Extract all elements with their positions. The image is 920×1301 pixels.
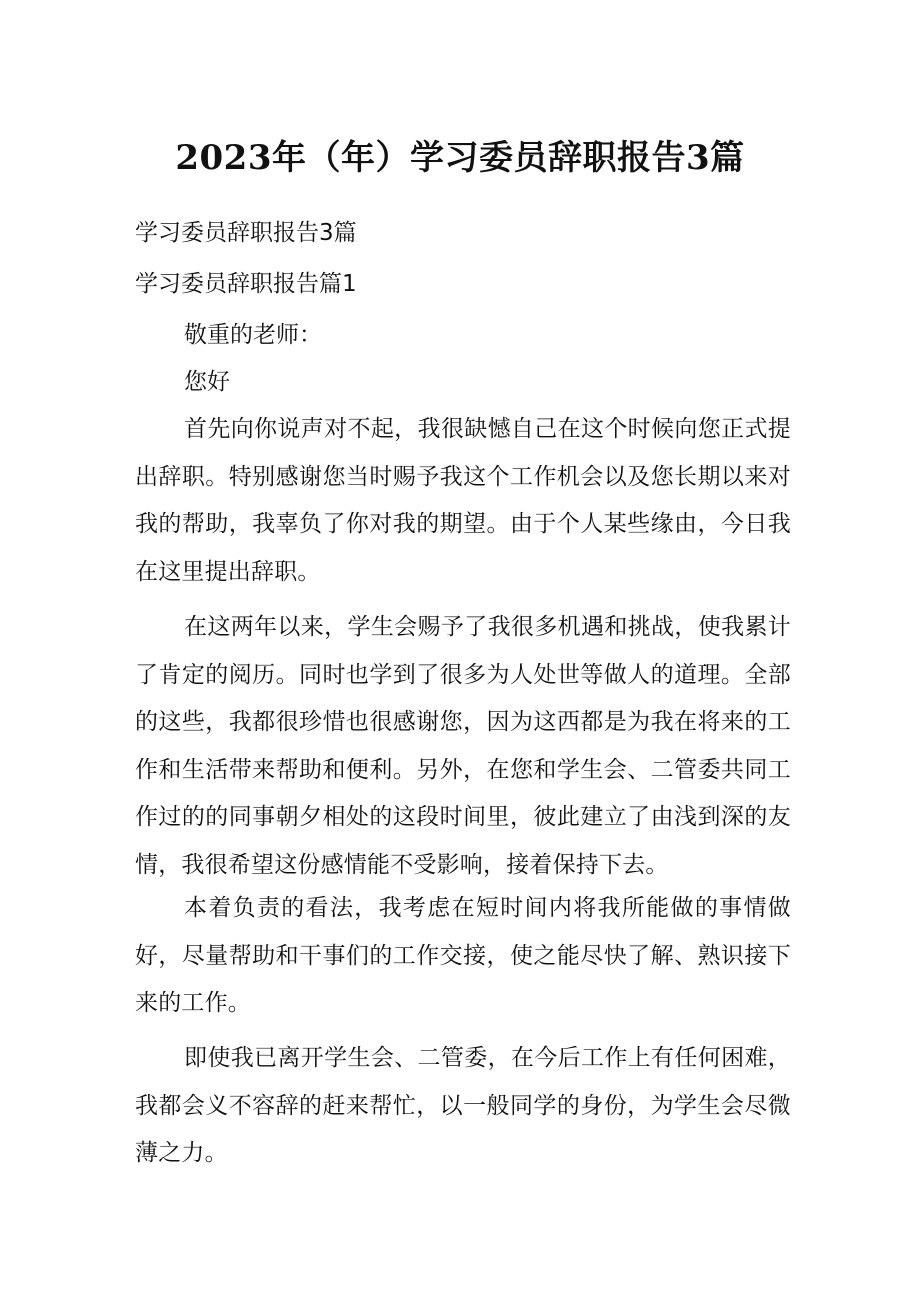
greeting: 您好 — [184, 369, 230, 395]
document-subtitle: 学习委员辞职报告3篇 — [135, 220, 357, 246]
section-heading: 学习委员辞职报告篇1 — [135, 271, 357, 297]
body-paragraph: 在这两年以来，学生会赐予了我很多机遇和挑战，使我累计了肯定的阅历。同时也学到了很多为人处世等做人的道理。全部的这些，我都很珍惜也很感谢您，因为这西都是为我在将来的工作和生活带来帮助和便利。另外，在您和学生会、二管委共同工作过的的同事朝夕相处的这段时间里，彼此建立了由浅到深的友情，我很希望这份感情能不受影响，接着保持下去。 — [135, 614, 791, 878]
body-paragraph: 首先向你说声对不起，我很缺憾自己在这个时候向您正式提出辞职。特别感谢您当时赐予我这个工作机会以及您长期以来对我的帮助，我辜负了你对我的期望。由于个人某些缘由，今日我在这里提出辞职。 — [135, 416, 791, 585]
document-title: 2023年（年）学习委员辞职报告3篇 — [175, 138, 745, 178]
salutation: 敬重的老师： — [184, 322, 322, 348]
body-paragraph: 即使我已离开学生会、二管委，在今后工作上有任何困难，我都会义不容辞的赶来帮忙，以一般同学的身份，为学生会尽微薄之力。 — [135, 1045, 791, 1166]
body-paragraph: 本着负责的看法，我考虑在短时间内将我所能做的事情做好，尽量帮助和干事们的工作交接，使之能尽快了解、熟识接下来的工作。 — [135, 895, 791, 1016]
